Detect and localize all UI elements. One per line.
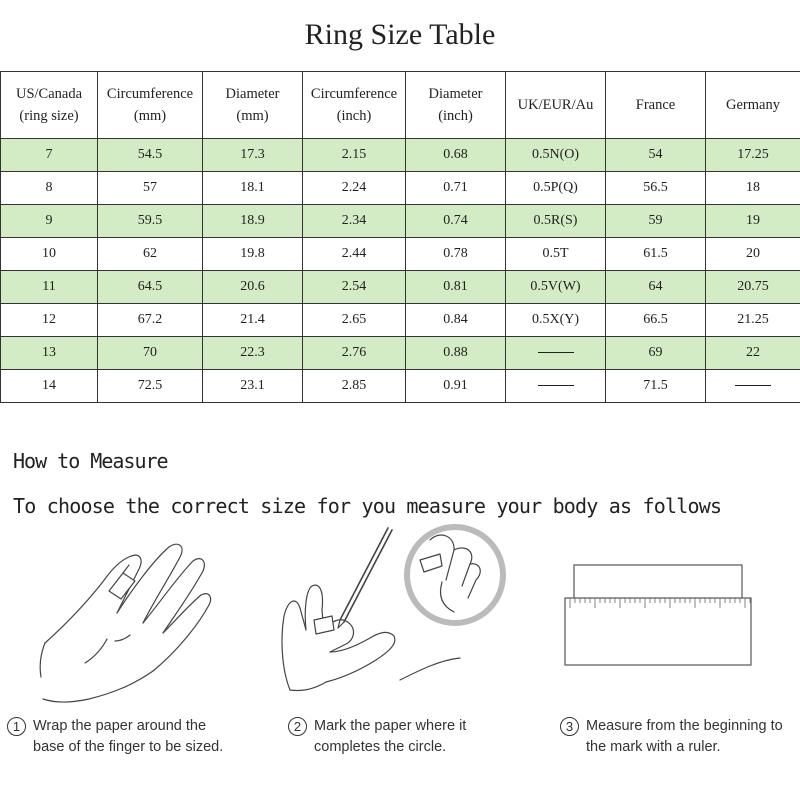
- table-cell: 0.5T: [506, 238, 606, 271]
- table-cell: 10: [1, 238, 98, 271]
- table-cell: 61.5: [606, 238, 706, 271]
- table-header-cell: [506, 72, 606, 139]
- table-cell: 59.5: [98, 205, 203, 238]
- table-row: [1, 271, 800, 304]
- table-header-cell: [706, 72, 800, 139]
- table-header-row: [1, 72, 800, 139]
- table-cell: 19: [706, 205, 800, 238]
- table-cell: 7: [1, 139, 98, 172]
- dash-mark: [735, 385, 771, 386]
- step-2-number: 2: [288, 717, 307, 736]
- table-cell: 71.5: [606, 370, 706, 403]
- table-cell: 0.88: [406, 337, 506, 370]
- table-cell: 2.85: [303, 370, 406, 403]
- table-cell: 0.5P(Q): [506, 172, 606, 205]
- table-cell: 64: [606, 271, 706, 304]
- table-row: [1, 337, 800, 370]
- step-1-number: 1: [7, 717, 26, 736]
- header-text: US/Canada: [15, 86, 83, 102]
- table-body: [1, 139, 800, 403]
- table-cell: 0.5V(W): [506, 271, 606, 304]
- header-text: Circumference: [106, 86, 194, 102]
- table-cell: 20: [706, 238, 800, 271]
- table-cell: 0.5N(O): [506, 139, 606, 172]
- table-cell: 0.68: [406, 139, 506, 172]
- table-cell: 20.75: [706, 271, 800, 304]
- table-cell: 23.1: [203, 370, 303, 403]
- table-cell: 62: [98, 238, 203, 271]
- table-cell: 2.65: [303, 304, 406, 337]
- table-cell: 2.44: [303, 238, 406, 271]
- dash-mark: [538, 352, 574, 353]
- table-cell: [706, 370, 800, 403]
- table-cell: 8: [1, 172, 98, 205]
- table-row: [1, 205, 800, 238]
- table-cell: 0.5X(Y): [506, 304, 606, 337]
- table-header-cell: [606, 72, 706, 139]
- table-cell: 0.5R(S): [506, 205, 606, 238]
- table-cell: 19.8: [203, 238, 303, 271]
- header-text: Diameter: [428, 86, 483, 102]
- header-text: Germany: [726, 97, 780, 113]
- table-cell: 18.1: [203, 172, 303, 205]
- table-cell: 2.76: [303, 337, 406, 370]
- step-3-number: 3: [560, 717, 579, 736]
- header-text: Diameter: [225, 86, 280, 102]
- table-cell: 21.4: [203, 304, 303, 337]
- table-cell: 0.71: [406, 172, 506, 205]
- step-1-line-2: base of the finger to be sized.: [33, 739, 224, 755]
- table-row: [1, 370, 800, 403]
- table-cell: 0.74: [406, 205, 506, 238]
- table-cell: 0.81: [406, 271, 506, 304]
- table-cell: [506, 337, 606, 370]
- ruler-illustration: [560, 560, 760, 670]
- header-text: (mm): [133, 108, 167, 124]
- ring-size-table: [0, 71, 800, 403]
- table-cell: 59: [606, 205, 706, 238]
- step-1-line-1: Wrap the paper around the: [33, 718, 207, 734]
- table-cell: 22.3: [203, 337, 303, 370]
- header-text: (inch): [336, 108, 372, 124]
- table-cell: 0.84: [406, 304, 506, 337]
- header-text: France: [635, 97, 676, 113]
- measure-instruction: To choose the correct size for you measure your body as follows: [13, 494, 722, 518]
- table-cell: 18.9: [203, 205, 303, 238]
- table-cell: 20.6: [203, 271, 303, 304]
- mark-paper-illustration: [270, 520, 520, 700]
- table-cell: 0.91: [406, 370, 506, 403]
- header-text: (mm): [236, 108, 269, 124]
- table-cell: 12: [1, 304, 98, 337]
- table-cell: 57: [98, 172, 203, 205]
- step-2-line-1: Mark the paper where it: [314, 718, 467, 734]
- header-text: UK/EUR/Au: [517, 97, 594, 113]
- table-cell: 2.34: [303, 205, 406, 238]
- table-cell: [506, 370, 606, 403]
- table-row: [1, 304, 800, 337]
- table-cell: 21.25: [706, 304, 800, 337]
- table-cell: 54.5: [98, 139, 203, 172]
- header-text: (inch): [438, 108, 473, 124]
- table-cell: 56.5: [606, 172, 706, 205]
- table-header-cell: [98, 72, 203, 139]
- table-cell: 17.25: [706, 139, 800, 172]
- table-cell: 13: [1, 337, 98, 370]
- table-cell: 64.5: [98, 271, 203, 304]
- table-cell: 2.24: [303, 172, 406, 205]
- table-header-cell: [303, 72, 406, 139]
- table-cell: 0.78: [406, 238, 506, 271]
- header-text: (ring size): [19, 108, 79, 124]
- table-cell: 66.5: [606, 304, 706, 337]
- table-cell: 70: [98, 337, 203, 370]
- table-cell: 11: [1, 271, 98, 304]
- table-header-cell: [406, 72, 506, 139]
- table-cell: 14: [1, 370, 98, 403]
- table-cell: 9: [1, 205, 98, 238]
- table-cell: 17.3: [203, 139, 303, 172]
- step-3-line-2: the mark with a ruler.: [586, 739, 721, 755]
- step-3-line-1: Measure from the beginning to: [586, 718, 783, 734]
- table-header-cell: [203, 72, 303, 139]
- table-cell: 72.5: [98, 370, 203, 403]
- table-cell: 69: [606, 337, 706, 370]
- header-text: Circumference: [310, 86, 398, 102]
- page-title: Ring Size Table: [304, 18, 496, 51]
- table-cell: 2.54: [303, 271, 406, 304]
- table-cell: 22: [706, 337, 800, 370]
- table-cell: 54: [606, 139, 706, 172]
- dash-mark: [538, 385, 574, 386]
- table-cell: 67.2: [98, 304, 203, 337]
- table-row: [1, 172, 800, 205]
- table-row: [1, 139, 800, 172]
- table-cell: 2.15: [303, 139, 406, 172]
- table-header-cell: [1, 72, 98, 139]
- hand-wrap-illustration: [25, 535, 225, 715]
- step-2-line-2: completes the circle.: [314, 739, 447, 755]
- table-cell: 18: [706, 172, 800, 205]
- how-to-measure-heading: How to Measure: [13, 449, 168, 473]
- table-row: [1, 238, 800, 271]
